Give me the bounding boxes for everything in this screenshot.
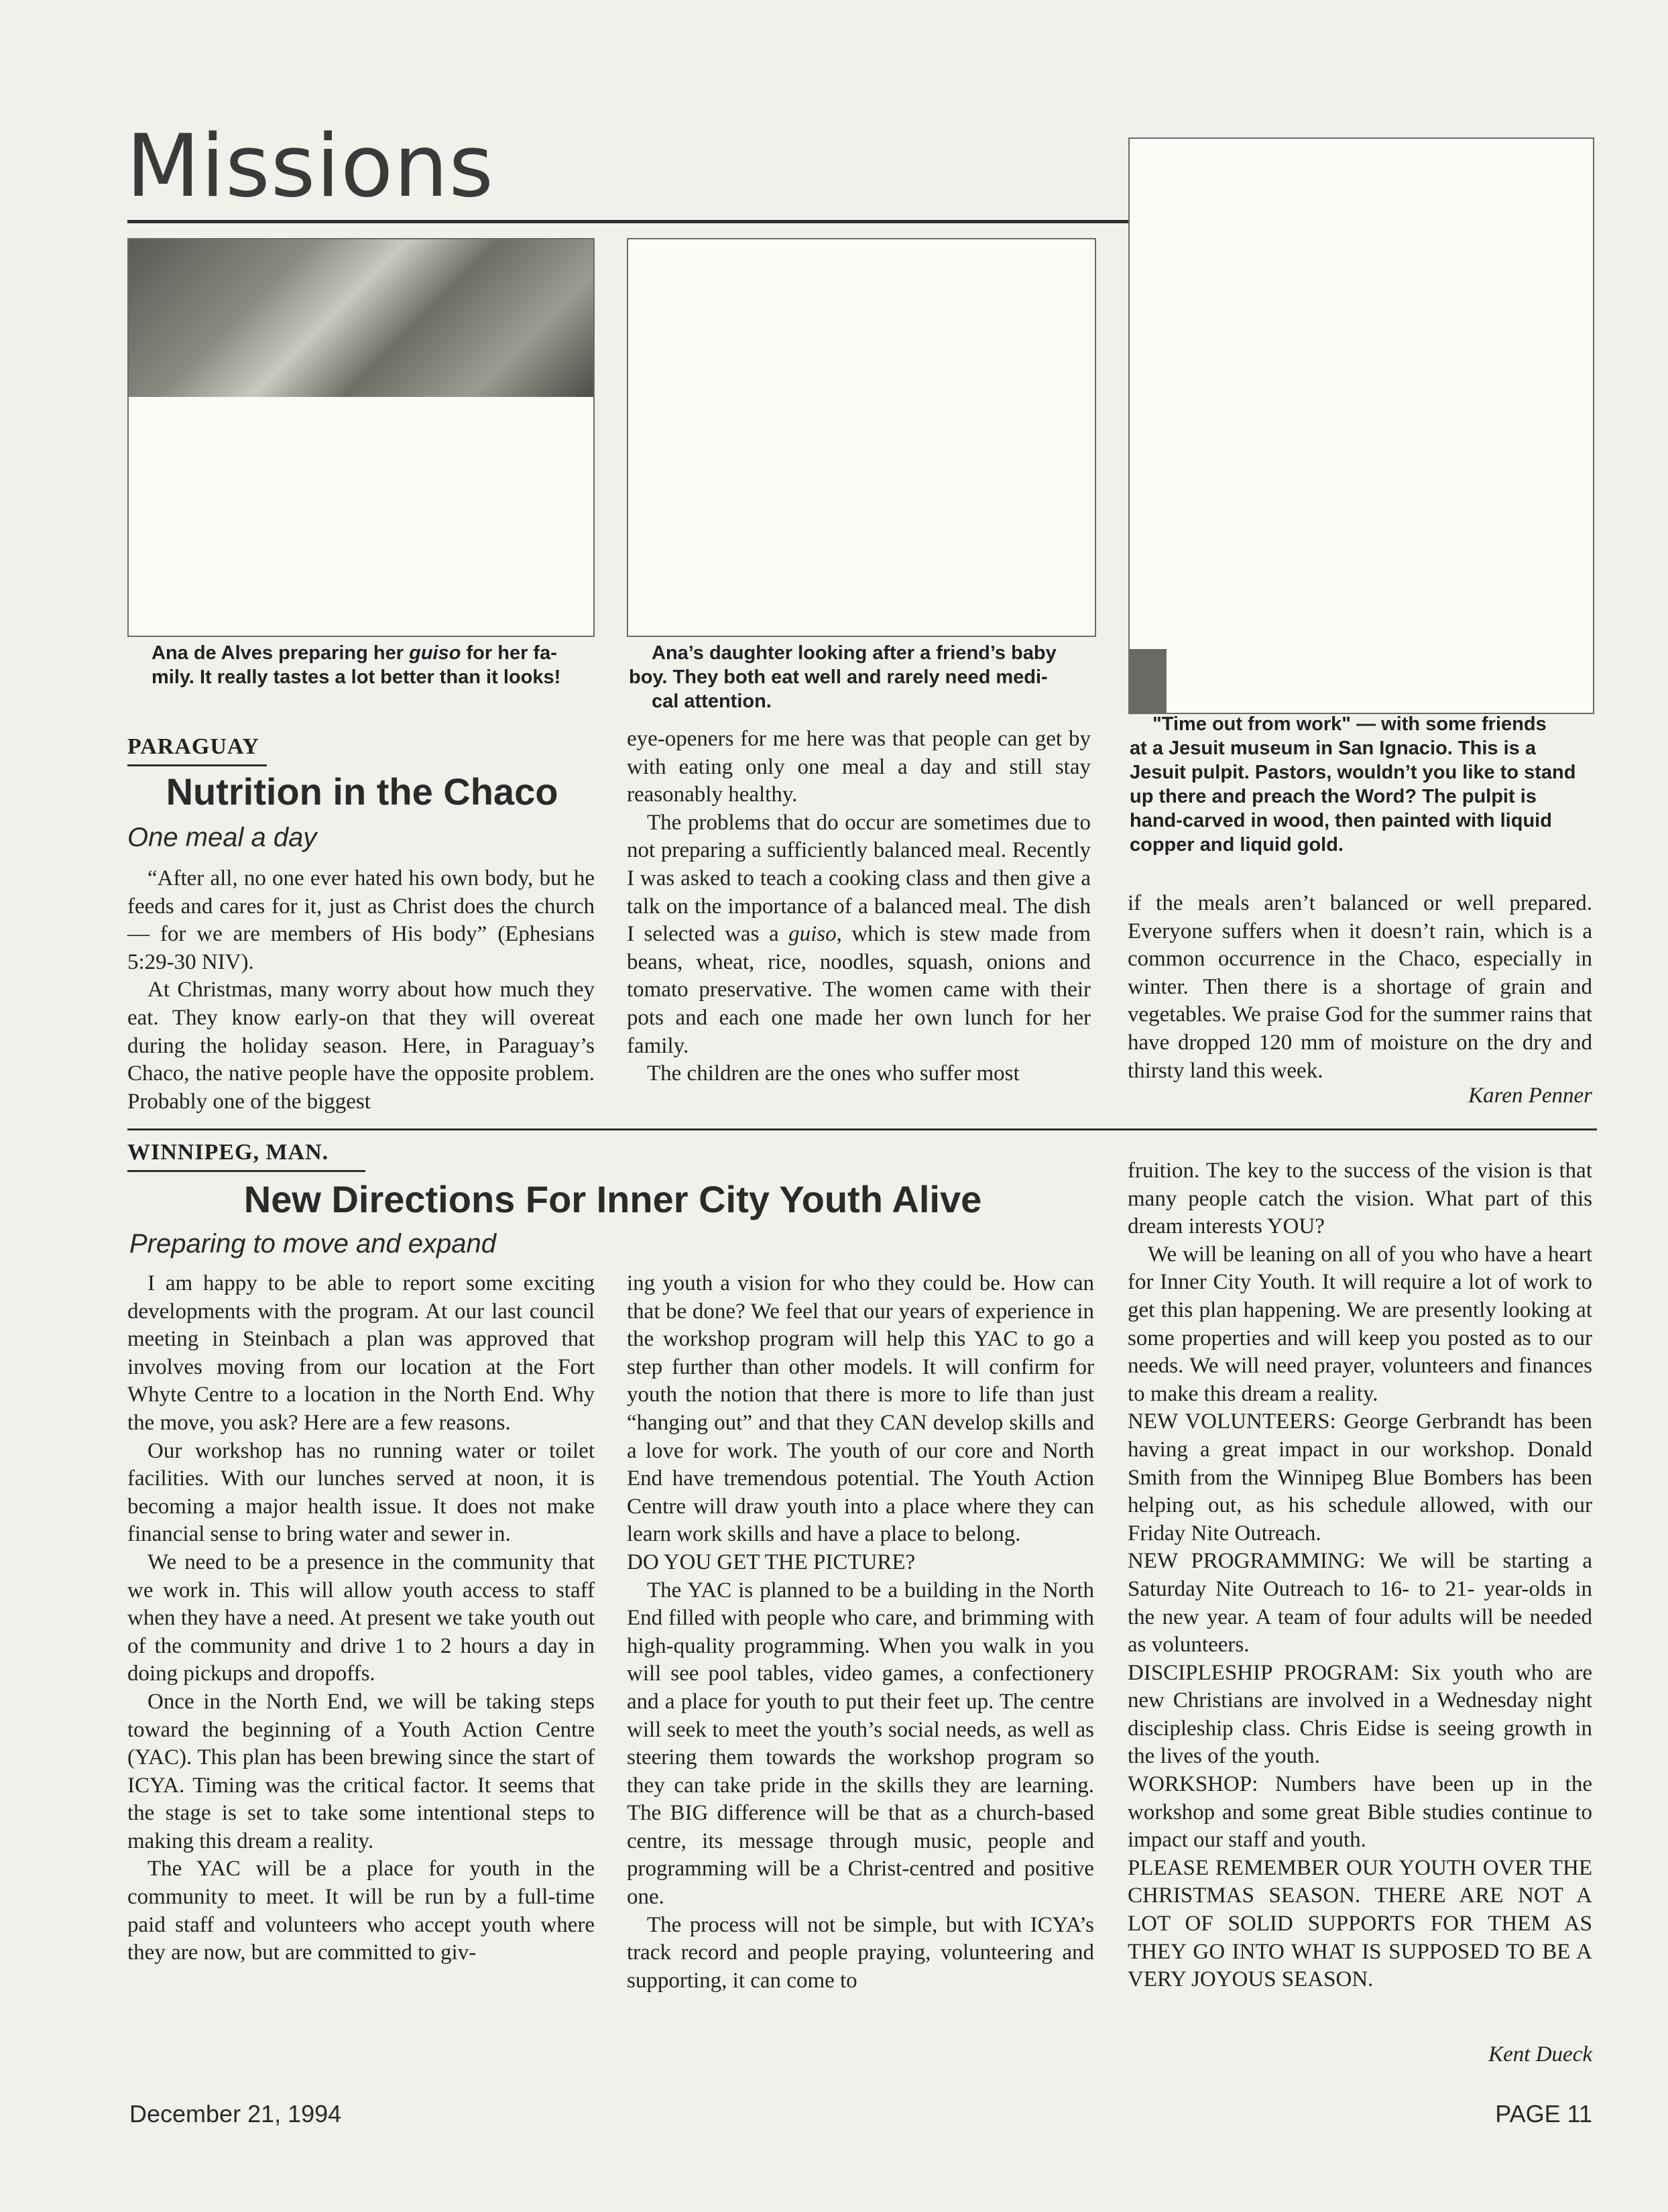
article1-headline: Nutrition in the Chaco — [166, 770, 558, 813]
paragraph: The YAC is planned to be a building in the North End filled with people who care, and brimming with high-quality programming. When you walk in you will see pool tables, video games, a confectionery and a place for youth to put their feet up. The centre will seek to meet the youth’s social needs, as well as steering them towards the workshop program so they can take pride in the skills they are learning. The BIG difference will be that as a church-based centre, its message through music, people and programming will be a Christ-centred and positive one. — [627, 1578, 1094, 1910]
photo-daughter-baby — [627, 238, 1096, 637]
article2-column-1 — [127, 1270, 595, 1967]
article2-column-2 — [627, 1270, 1094, 1995]
caption-text: mily. It really tastes a lot better than it looks! — [152, 666, 561, 688]
caption-emphasis: guiso — [409, 642, 461, 664]
section-divider — [127, 1128, 1597, 1130]
paragraph-emphasis: guiso — [788, 922, 837, 947]
paragraph — [627, 809, 1091, 1060]
photo-ana-cooking — [127, 238, 595, 637]
paragraph: “After all, no one ever hated his own body, but he feeds and cares for it, just as Christ does the church — for we are members of His body” (Ephesians 5:29-30 NIV). — [127, 866, 595, 974]
paragraph-text: , which is stew made from beans, wheat, rice, noodles, squash, onions and tomato preservative. The women came with their pots and each one made her own lunch for her family. — [627, 922, 1091, 1058]
photo-jesuit-pulpit-edge — [1130, 649, 1167, 713]
paragraph: At Christmas, many worry about how much they eat. They know early-on that they will overeat during the holiday season. Here, in Paraguay’s Chaco, the native people have the opposite problem. Probably one of the biggest — [127, 978, 595, 1114]
paragraph: The YAC will be a place for youth in the community to meet. It will be run by a full-time paid staff and volunteers who accept youth where they are now, but are committed to giv- — [127, 1857, 595, 1965]
paragraph: fruition. The key to the success of the vision is that many people catch the vision. What part of this dream interests YOU? — [1128, 1159, 1592, 1239]
paragraph: if the meals aren’t balanced or well prepared. Everyone suffers when it doesn’t rain, which is a common occurrence in the Chaco, especially in winter. Then there is a shortage of grain and vegetables. We praise God for the summer rains that have dropped 120 mm of moisture on the dry and thirsty land this week. — [1128, 891, 1592, 1083]
caption-text: Ana de Alves preparing her — [152, 642, 410, 664]
paragraph-text: The problems that do occur are sometimes due to not preparing a sufficiently balanced meal. Recently I was asked to teach a cooking class and then give a talk on the importance of a balanced meal. The dish I selected was a — [627, 810, 1091, 947]
paragraph: We need to be a presence in the community that we work in. This will allow youth access to staff when they have a need. At present we take youth out of the community and drive 1 to 2 hours a day in doing pickups and dropoffs. — [127, 1550, 595, 1686]
caption-line: copper and liquid gold. — [1130, 834, 1344, 856]
article1-deck: One meal a day — [127, 823, 317, 852]
article2-kicker-rule — [127, 1170, 365, 1172]
article2-deck: Preparing to move and expand — [129, 1229, 497, 1259]
photo-ana-cooking-image — [129, 239, 593, 397]
paragraph: I am happy to be able to report some exciting developments with the program. At our last council meeting in Steinbach a plan was approved that involves moving from our location at the Fort Whyte Centre to a location in the North End. Why the move, you ask? Here are a few reasons. — [127, 1271, 595, 1435]
photo-daughter-baby-caption — [629, 641, 1098, 713]
article1-kicker: PARAGUAY — [127, 734, 259, 759]
article2-byline: Kent Dueck — [1488, 2042, 1592, 2067]
paragraph: NEW VOLUNTEERS: George Gerbrandt has been having a great impact in our workshop. Donald Smith from the Winnipeg Blue Bombers has been helping out, as his schedule allowed, with our Friday Nite Outreach. — [1128, 1409, 1592, 1546]
paragraph: eye-openers for me here was that people can get by with eating only one meal a day and still stay reasonably healthy. — [627, 727, 1091, 807]
footer-page-number: PAGE 11 — [1495, 2100, 1592, 2128]
article1-byline: Karen Penner — [1468, 1084, 1592, 1108]
paragraph: ing youth a vision for who they could be. How can that be done? We feel that our years of experience in the workshop program will help this YAC to go a step further than other models. It will confirm for youth the notion that there is more to life than just “hanging out” and that they CAN develop skills and a love for work. The youth of our core and North End have tremendous potential. The Youth Action Centre will draw youth into a place where they can learn work skills and have a place to belong. — [627, 1271, 1094, 1547]
article2-column-3 — [1128, 1157, 1592, 1994]
paragraph: We will be leaning on all of you who have a heart for Inner City Youth. It will require a lot of work to get this plan happening. We are presently looking at some properties and will keep you posted as to our needs. We will need prayer, volunteers and finances to make this dream a reality. — [1128, 1242, 1592, 1406]
caption-line: at a Jesuit museum in San Ignacio. This is a — [1130, 738, 1536, 759]
article1-column-2 — [627, 725, 1091, 1088]
caption-line: "Time out from work" — with some friends — [1152, 713, 1547, 735]
paragraph: The children are the ones who suffer most — [647, 1061, 1020, 1086]
paragraph: DISCIPLESHIP PROGRAM: Six youth who are new Christians are involved in a Wednesday night discipleship class. Chris Eidse is seeing growth in the lives of the youth. — [1128, 1660, 1592, 1769]
paragraph: Once in the North End, we will be taking steps toward the beginning of a Youth Action Centre (YAC). This plan has been brewing since the start of ICYA. Timing was the critical factor. It seems that the stage is set to take some intentional steps to making this dream a reality. — [127, 1689, 595, 1853]
paragraph: WORKSHOP: Numbers have been up in the workshop and some great Bible studies continue to impact our staff and youth. — [1128, 1772, 1592, 1853]
article1-column-3 — [1128, 890, 1592, 1085]
caption-line: up there and preach the Word? The pulpit is — [1130, 786, 1537, 807]
paragraph: NEW PROGRAMMING: We will be starting a Saturday Nite Outreach to 16- to 21- year-olds in the new year. A team of four adults will be needed as volunteers. — [1128, 1549, 1592, 1657]
masthead: Missions — [126, 117, 495, 217]
paragraph: The process will not be simple, but with ICYA’s track record and people praying, volunteering and supporting, it can come to — [627, 1912, 1094, 1993]
masthead-rule — [127, 220, 1130, 223]
caption-line: hand-carved in wood, then painted with liquid — [1130, 810, 1552, 831]
photo-ana-cooking-caption — [152, 641, 594, 689]
caption-line: Jesuit pulpit. Pastors, wouldn’t you like to stand — [1130, 762, 1576, 783]
paragraph: PLEASE REMEMBER OUR YOUTH OVER THE CHRISTMAS SEASON. THERE ARE NOT A LOT OF SOLID SUPPORTS FOR THEM AS THEY GO INTO WHAT IS SUPPOSED TO BE A VERY JOYOUS SEASON. — [1128, 1855, 1592, 1992]
caption-text: for her fa- — [461, 642, 557, 664]
caption-line: Ana’s daughter looking after a friend’s baby — [652, 642, 1057, 664]
article2-kicker: WINNIPEG, MAN. — [127, 1140, 329, 1165]
footer-date: December 21, 1994 — [129, 2100, 342, 2128]
caption-line: boy. They both eat well and rarely need medi- — [629, 666, 1048, 688]
article1-kicker-rule — [127, 764, 267, 766]
paragraph: Our workshop has no running water or toilet facilities. With our lunches served at noon, it is becoming a major health issue. It does not make financial sense to bring water and sewer in. — [127, 1438, 595, 1547]
photo-jesuit-pulpit-caption — [1130, 712, 1599, 857]
photo-jesuit-pulpit — [1128, 137, 1594, 714]
article1-column-1 — [127, 865, 595, 1116]
article2-headline: New Directions For Inner City Youth Alive — [243, 1178, 982, 1220]
caption-line: cal attention. — [652, 691, 772, 712]
subheading: DO YOU GET THE PICTURE? — [627, 1550, 916, 1574]
